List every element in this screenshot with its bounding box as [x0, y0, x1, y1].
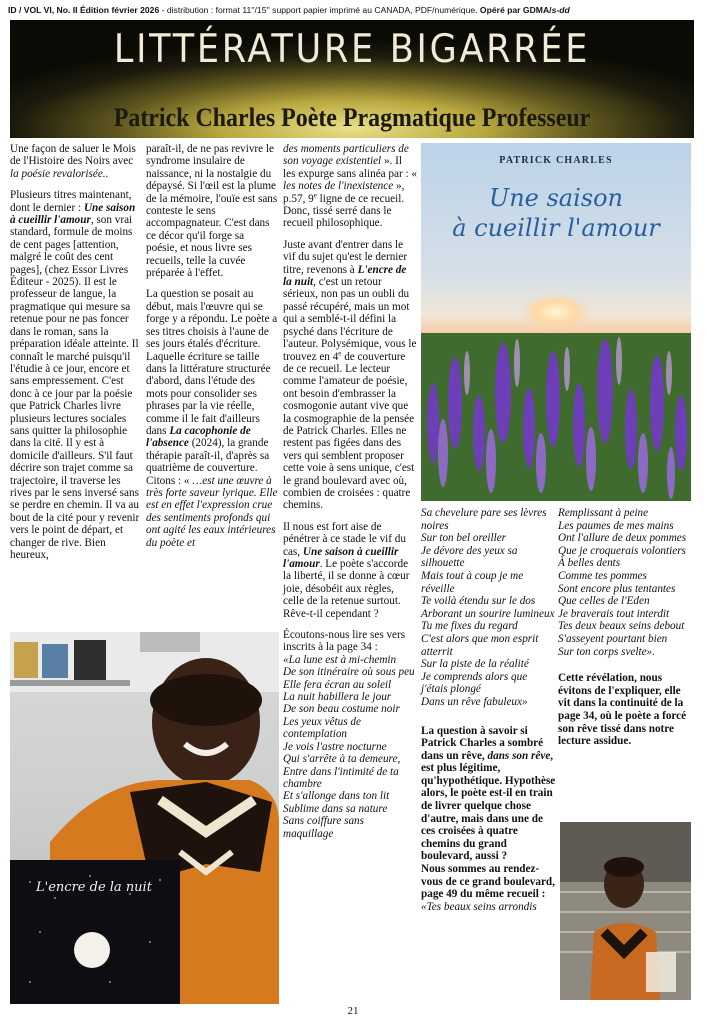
text: Il nous est fort aise de pénétrer à ce stade le vif du cas, [283, 520, 406, 558]
poem-line: Ont l'allure de deux pommes [558, 532, 687, 545]
poem-line: Sublime dans sa nature [283, 802, 388, 815]
poem-column-2 [558, 507, 693, 748]
poem-column-1 [421, 507, 556, 913]
poem-line: Sans coiffure sans maquillage [283, 815, 365, 840]
edition-info [8, 4, 702, 16]
operator-info: Opéré par GDMA/ [479, 5, 552, 15]
poem-line: Remplissant à peine [558, 507, 649, 519]
text: La question se posait au début, mais l'œuvre qui se forge y a répondu. Le poète a ses titres choisis à l'aune de ses jours étalés d'écriture. Laquelle écriture se taille dans la littérature structurée d'abord, dans l'étude des mots pour consolider ses phrases par la vie réelle, comme il le fait d'ailleurs dans [146, 288, 278, 437]
column-3 [283, 143, 417, 840]
paragraph [283, 521, 417, 620]
paragraph [421, 725, 556, 864]
text: . Le poète s'accorde la liberté, il se donne à cœur joie, désobéit aux règles, celle de la retenue surtout. Rêve-t-il cependant ? [283, 558, 410, 620]
text: Une façon de saluer le Mois de l'Histoire des Noirs avec [10, 143, 136, 168]
poem-line: Elle fera écran au soleil [283, 678, 392, 691]
poem-excerpt-1 [283, 654, 417, 840]
paragraph: Cette révélation, nous évitons de l'expliquer, elle vit dans la continuité de la page 34, où le poète a forcé son rêve tissé dans notre lecture assidue. [558, 672, 687, 748]
page-number: 21 [347, 1005, 359, 1017]
poem-line: Que je croquerais volontiers [558, 544, 686, 557]
text: ligne de ce recueil. Donc, tissé serré dans le recueil philosophique. [283, 192, 405, 230]
title-banner [10, 20, 694, 138]
poem-line: Et s'allonge dans ton lit [283, 790, 390, 803]
text-italic: dans son rêve [487, 749, 551, 762]
article-title: Patrick Charles Poète Pragmatique Professeur [113, 103, 591, 132]
quote-italic: des moments particuliers de son voyage existentiel [283, 143, 409, 168]
text: , c'est un retour sérieux, non pas un oubli du passé récupéré, mais un mot qui a semblé-t-il défini la psyché dans l'écriture de l'auteur. Polysémique, vous le trouvez en 4 [283, 276, 417, 363]
author-photo-small [560, 822, 691, 1000]
paragraph [283, 239, 417, 512]
poem-line: S'asseyent pourtant bien [558, 632, 668, 645]
paragraph [283, 143, 417, 230]
poem-line: Sont encore plus tentantes [558, 582, 676, 595]
text: Juste avant d'entrer dans le vif du sujet qu'est le dernier titre, revenons à [283, 238, 408, 276]
poem-line: Sur la piste de la réalité [421, 658, 529, 671]
poem-line: Sa chevelure pare ses lèvres noires [421, 507, 547, 532]
quote-italic: …est une œuvre à très forte saveur lyrique. Elle est en effet l'expression crue des sentiments profonds qui ont agité les eaux intérieures du poète et [146, 474, 278, 549]
paragraph [146, 288, 278, 549]
poem-line: Te voilà étendu sur le dos [421, 595, 536, 608]
poem-line: C'est alors que mon esprit atterrit [421, 632, 539, 658]
paragraph: Nous sommes au rendez-vous de ce grand boulevard, page 49 du même recueil : [421, 863, 555, 901]
book-title-ref: Une saison à cueillir l'amour [283, 545, 399, 570]
poem-line: Sur ton corps svelte». [558, 645, 655, 658]
poem-line: Que celles de l'Eden [558, 595, 650, 608]
poem-line: La nuit habillera le jour [283, 691, 392, 704]
superscript: e [338, 348, 342, 357]
book-title-ref: Une saison à cueillir l'amour [10, 201, 136, 227]
poem-line: «La lune est à mi-chemin [283, 653, 397, 666]
text: , est plus légitime, qu'hypothétique. Hypothèse alors, le poète est-il en train de livrer quelque chose d'autre, mais dans une de ces croisées à quatre chemins du grand boulevard, aussi ? [421, 749, 556, 863]
poem-line: Sur ton bel oreiller [421, 532, 507, 545]
author-photo-illustration [10, 632, 279, 1004]
author-photo-small-illustration [560, 822, 691, 1000]
section-title: LITTÉRATURE BIGARRÉE [113, 27, 591, 72]
sunset-glow [524, 295, 588, 329]
poem-line: Tes deux beaux seins debout [558, 620, 685, 633]
author-photo [10, 632, 279, 1004]
quote-italic: les notes de l'inexistence [283, 180, 394, 193]
poem-line: Arborant un sourire lumineux [421, 607, 555, 620]
text: La question à savoir si Patrick Charles a sombré dans un rêve, [421, 724, 544, 762]
lupine-flowers-illustration [421, 333, 691, 501]
text-italic: la poésie revalorisée.. [10, 167, 109, 180]
book-title-line: à cueillir l'amour [452, 214, 660, 242]
paragraph [10, 189, 141, 561]
column-1 [10, 143, 141, 570]
book-title-ref: L'encre de la nuit [283, 263, 407, 289]
paragraph: paraît-il, de ne pas revivre le syndrome insulaire de naissance, ni la nostalgie du dépaysé. Si l'œil est la plume de la mémoire, l'ouïe est sans conteste le sens accompagnateur. C'est dans ce décor qu'il forge sa poésie, et nous livre ses recueils, telle la cuvée préparée à l'effet. [146, 143, 278, 280]
book-author: PATRICK CHARLES [499, 155, 613, 166]
text: (2024), la grande thérapie paraît-il, d'après sa quatrième de couverture. Citons : « [146, 437, 270, 487]
poem-line: Qui s'arrête à ta demeure, [283, 753, 401, 766]
poem-line: Dans un rêve fabuleux» [421, 695, 528, 708]
text: , son vrai standard, formule de moins de cent pages [attention, malgré le coût des cent pages], (chez Essor Livres Éditeur - 2025). Il est le professeur de langue, la pragmatique qui mesure sa retenue pour ne pas foncer dans le roman, sans la préparation idéale atteinte. Il connaît le marché puisqu'il l'étudie à ce jour, encore et sans empressement. C'est donc à ce jour par la poésie que Patrick Charles livre plusieurs lectures sociales sans quitter la philosophie dans la cité. Il y est à domicile d'ailleurs. S'il faut décrire son trajet comme sa trajectoire, il traverse les rives par le sens inversé sans se perdre en chemin. Il va au bout de la cité pour y revenir vers le point de départ, et changer de rive. Bien heureux, [10, 214, 140, 561]
poem-line: Entre dans l'intimité de ta chambre [283, 765, 399, 790]
paragraph [10, 143, 141, 180]
poem-line: À belles dents [558, 557, 621, 570]
poem-line: Je braverais tout interdit [558, 607, 670, 620]
edition-number: ID / VOL VI, No. II Édition février 2026 [8, 5, 160, 15]
poem-line: «Tes beaux seins arrondis [421, 900, 537, 913]
operator-sub: s-dd [551, 5, 570, 15]
book-cover-title [421, 183, 691, 243]
poem-line: Je comprends alors que j'étais plongé [421, 670, 528, 696]
poem-line: Tu me fixes du regard [421, 620, 518, 633]
poem-line: Les yeux vêtus de contemplation [283, 715, 361, 741]
small-book-title: L'encre de la nuit [36, 880, 152, 895]
book-title-line: Une saison [488, 184, 624, 212]
text: Plusieurs titres maintenant, dont le dernier : [10, 189, 132, 214]
superscript: e [313, 190, 317, 199]
poem-line: Comme tes pommes [558, 569, 647, 582]
poem-line: De son beau costume noir [283, 703, 400, 716]
poem-line: De son itinéraire où sous peu [283, 666, 415, 679]
poem-line: Je dévore des yeux sa silhouette [421, 544, 518, 570]
paragraph: Écoutons-nous lire ses vers inscrits à la page 34 : [283, 629, 406, 654]
text: de couverture de ce recueil. Le lecteur comme l'amateur de poésie, ont besoin d'embrasser la cosmogonie autant vive que la cosmographie de la pensée de Patrick Charles. Elles ne restent pas figées dans des vers qui semblent proposer cette voie à sens unique, c'est le grand boulevard avec où, combien de croisées : quatre chemins. [283, 350, 415, 512]
book-cover-image [421, 143, 691, 501]
distribution-info: - distribution : format 11''/15'' support papier imprimé au CANADA, PDF/numérique. [159, 5, 480, 15]
text: », p.57, 9 [283, 180, 405, 205]
poem-line: Les paumes de mes mains [558, 519, 674, 532]
book-title-ref: La cacophonie de l'absence [146, 424, 251, 450]
poem-line: Je vois l'astre nocturne [283, 740, 387, 753]
column-2 [146, 143, 278, 558]
text: ». Il les expurge sans alinéa par : « [283, 155, 417, 180]
poem-line: Mais tout à coup je me réveille [421, 569, 524, 595]
